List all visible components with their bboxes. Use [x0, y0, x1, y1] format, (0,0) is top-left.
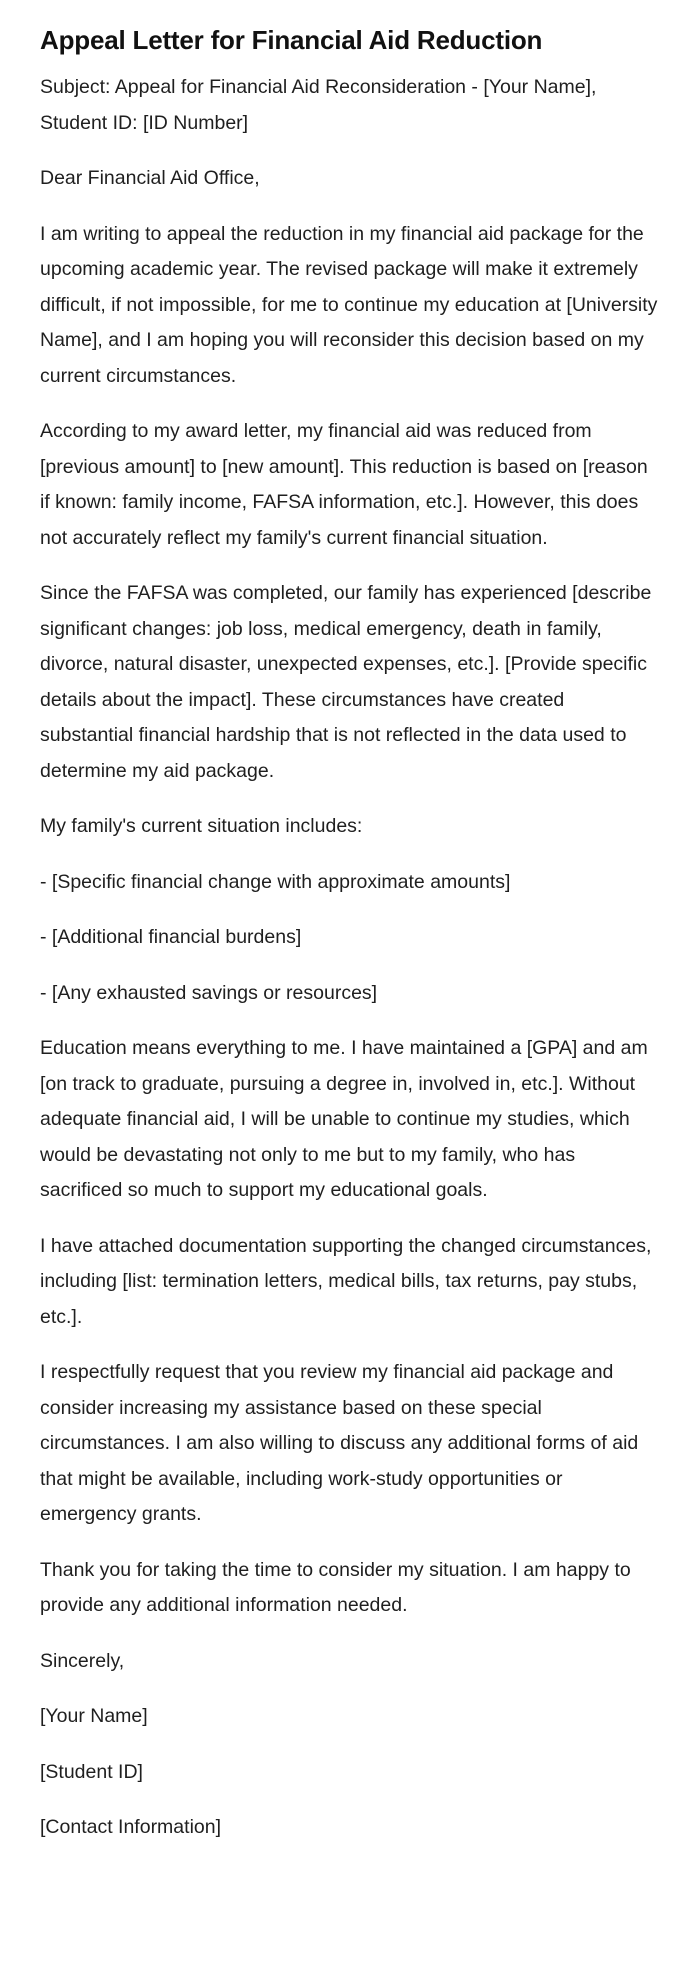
- paragraph-situation-intro: My family's current situation includes:: [40, 815, 363, 837]
- paragraph-intro: I am writing to appeal the reduction in my financial aid package for the upcoming academic year. The revised package will make it extremely difficult, if not impossible, for me to continue my education at [University Name], and I am hoping you will reconsider this decision based on my current circumstances.: [40, 222, 658, 387]
- document-title: Appeal Letter for Financial Aid Reduction: [40, 25, 543, 55]
- paragraph-thanks: Thank you for taking the time to consider my situation. I am happy to provide any additional information needed.: [40, 1558, 631, 1616]
- signature-name: [Your Name]: [40, 1705, 148, 1727]
- letter-document: [40, 22, 662, 1866]
- paragraph-education: Education means everything to me. I have maintained a [GPA] and am [on track to graduate, pursuing a degree in, involved in, etc.]. Without adequate financial aid, I will be unable to continue my studies, which would be devastating not only to me but to my family, who has sacrificed so much to support my educational goals.: [40, 1037, 648, 1201]
- salutation: Dear Financial Aid Office,: [40, 167, 260, 189]
- list-item: - [Additional financial burdens]: [40, 926, 302, 948]
- closing: Sincerely,: [40, 1649, 125, 1672]
- signature-student-id: [Student ID]: [40, 1760, 143, 1783]
- signature-contact: [Contact Information]: [40, 1816, 222, 1838]
- paragraph-request: I respectfully request that you review my financial aid package and consider increasing my assistance based on these special circumstances. I am also willing to discuss any additional forms of aid that might be available, including work-study opportunities or emergency grants.: [40, 1361, 639, 1525]
- list-item: - [Specific financial change with approximate amounts]: [40, 870, 511, 893]
- subject-line: Subject: Appeal for Financial Aid Reconsideration - [Your Name], Student ID: [ID Number]: [40, 76, 597, 134]
- paragraph-documentation: I have attached documentation supporting the changed circumstances, including [list: termination letters, medical bills, tax returns, pay stubs, etc.].: [40, 1234, 652, 1328]
- paragraph-circumstances: Since the FAFSA was completed, our family has experienced [describe significant changes: job loss, medical emergency, death in family, divorce, natural disaster, unexpected expenses, etc.]. [Provide specific details about the impact]. These circumstances have created substantial financial hardship that is not reflected in the data used to determine my aid package.: [40, 582, 652, 782]
- paragraph-award-letter: According to my award letter, my financial aid was reduced from [previous amount] to [new amount]. This reduction is based on [reason if known: family income, FAFSA information, etc.]. However, this does not accurately reflect my family's current financial situation.: [40, 420, 648, 549]
- list-item: - [Any exhausted savings or resources]: [40, 981, 378, 1004]
